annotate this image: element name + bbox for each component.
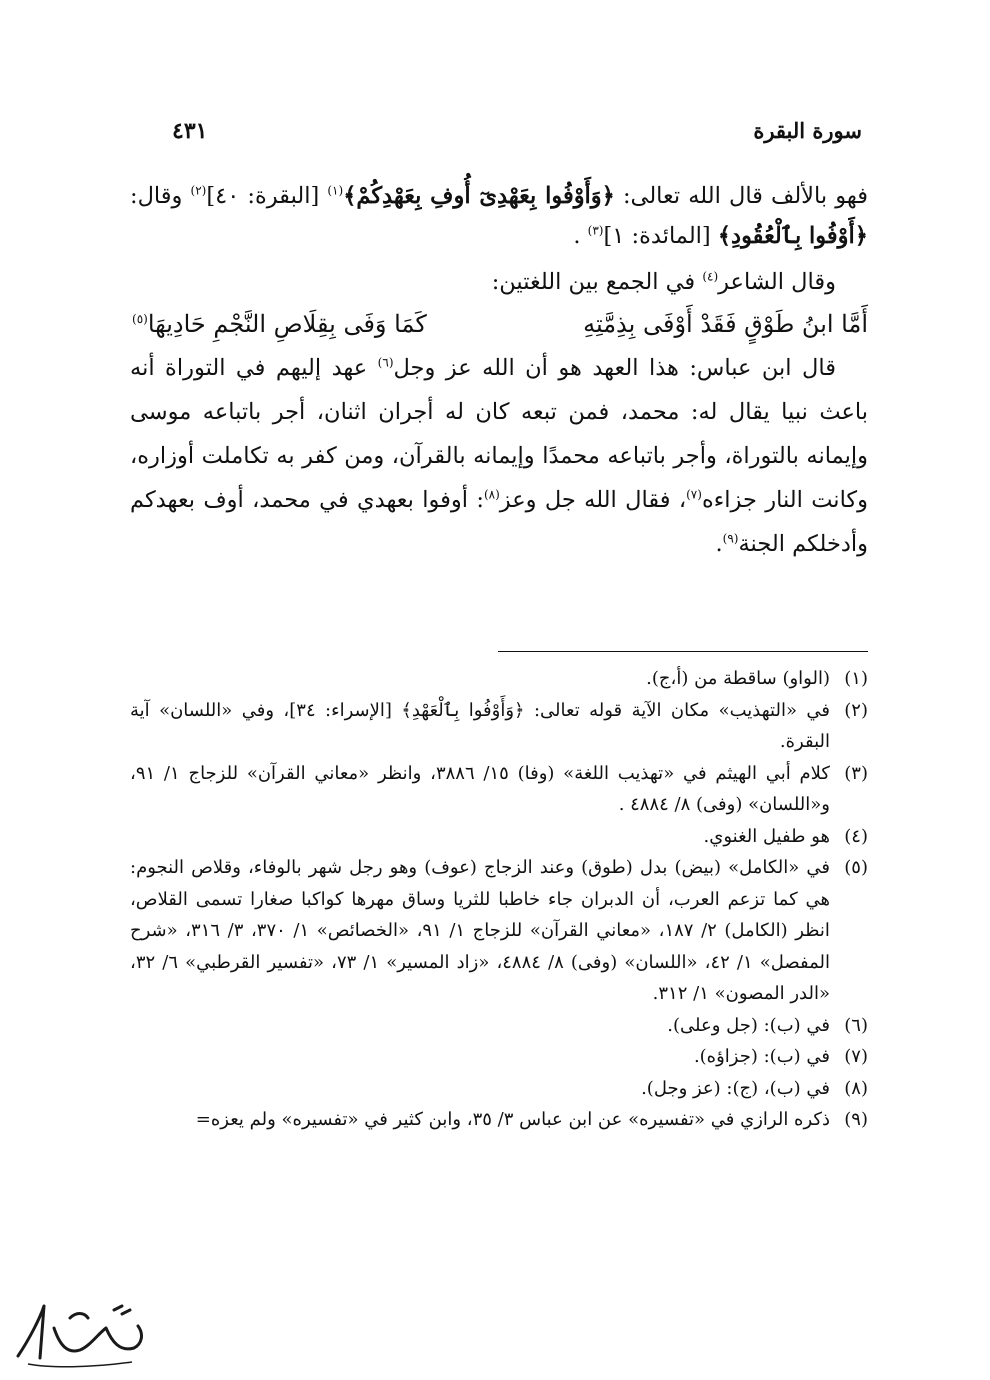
text-run: [البقرة: ٤٠] <box>206 183 328 209</box>
footnote-number: (٦) <box>844 1014 868 1036</box>
footnote-text: هو طفيل الغنوي. <box>703 825 830 847</box>
footnote-number: (١) <box>844 668 868 689</box>
footnote-number: (٣) <box>844 762 868 784</box>
footnote-number: (٤) <box>844 825 868 847</box>
quran-verse: ﴿أَوْفُوا بِٱلْعُقُودِ﴾ <box>717 223 868 249</box>
calligraphy-stamp-logo <box>10 1298 150 1374</box>
text-run: [المائدة: ١] <box>603 223 718 249</box>
text-run: ، فقال الله جل وعز <box>499 487 687 513</box>
footnote-4 <box>130 821 868 853</box>
text-run: . <box>715 531 723 557</box>
footnote-number: (٥) <box>844 857 868 878</box>
footnote-5 <box>130 852 868 1010</box>
paragraph-1 <box>130 176 868 256</box>
quran-verse: ﴿وَأَوْفُوا بِعَهْدِىٓ أُوفِ بِعَهْدِكُمْ﴾ <box>343 183 615 209</box>
footnote-text: كلام أبي الهيثم في «تهذيب اللغة» (وفا) ١٥/ ٣٨٨٦، وانظر «معاني القرآن» للزجاج ١/ ٩١، و«اللسان» (وفى) ٨/ ٤٨٨٤ . <box>130 762 830 815</box>
footnote-number: (٨) <box>844 1077 868 1099</box>
footnote-ref: (٢) <box>190 183 207 198</box>
verse-second-hemistich: كَمَا وَفَى بِقِلَاصِ النَّجْمِ حَادِيهَا <box>147 310 427 338</box>
footnote-text: في (ب): (جل وعلى). <box>667 1014 830 1036</box>
footnote-8 <box>130 1073 868 1105</box>
footnote-ref: (٧) <box>686 487 702 502</box>
paragraph-2 <box>130 262 868 302</box>
text-run: قال ابن عباس: هذا العهد هو أن الله عز وجل <box>393 355 836 381</box>
footnote-2 <box>130 695 868 758</box>
footnote-7 <box>130 1041 868 1073</box>
footnote-ref: (٤) <box>702 269 719 284</box>
footnote-text: في (ب): (جزاؤه). <box>693 1046 830 1067</box>
footnote-number: (٢) <box>844 699 868 721</box>
footnote-ref: (٣) <box>587 223 604 238</box>
paragraph-3 <box>130 346 868 566</box>
verse-second-hemistich-wrap <box>132 302 427 346</box>
page-header <box>172 112 870 152</box>
main-text <box>130 176 868 566</box>
footnote-ref: (٨) <box>483 487 500 502</box>
footnote-ref: (١) <box>327 183 344 198</box>
page-number: ٤٣١ <box>172 118 208 144</box>
text-run: : أوفوا بعهدي في محمد، أوف بعهدكم وأدخلكم الجنة <box>130 487 868 557</box>
footnote-3 <box>130 758 868 821</box>
footnote-text: في «التهذيب» مكان الآية قوله تعالى: ﴿وَأَوْفُوا بِٱلْعَهْدِ﴾ [الإسراء: ٣٤]، وفي «اللسان» آية البقرة. <box>130 699 830 752</box>
footnote-ref: (٥) <box>132 312 148 326</box>
text-run: . <box>573 223 588 249</box>
footnote-6 <box>130 1010 868 1042</box>
text-run: وقال: <box>130 183 191 209</box>
footnote-separator <box>498 651 868 652</box>
text-run: في الجمع بين اللغتين: <box>491 269 703 295</box>
footnote-9 <box>130 1104 868 1136</box>
footnote-ref: (٩) <box>722 531 739 546</box>
text-run: وقال الشاعر <box>718 269 836 295</box>
text-run: فهو بالألف قال الله تعالى: <box>614 183 868 209</box>
text-run: عهد إليهم في التوراة أنه باعث نبيا يقال له: محمد، فمن تبعه كان له أجران اثنان، أجر باتباعه موسى وإيمانه بالتوراة، وأجر باتباعه محمدًا وإيمانه بالقرآن، ومن كفر به تكاملت أوزاره، وكانت النار جزاءه <box>130 355 868 513</box>
footnotes <box>130 663 868 1136</box>
footnote-number: (٩) <box>844 1109 868 1130</box>
footnote-number: (٧) <box>844 1046 868 1067</box>
footnote-text: في «الكامل» (بيض) بدل (طوق) وعند الزجاج (عوف) وهو رجل شهر بالوفاء، وقلاص النجوم: هي كما تزعم العرب، أن الدبران جاء خاطبا للثريا وساق مهرها كواكبا صغارا تسمى القلاص، انظر (الكامل) ٢/ ١٨٧، «معاني القرآن» للزجاج ١/ ٩١، «الخصائص» ١/ ٣٧٠، ٣/ ٣١٦، «شرح المفصل» ١/ ٤٢، «اللسان» (وفى) ٨/ ٤٨٨٤، «زاد المسير» ١/ ٧٣، «تفسير القرطبي» ٦/ ٣٢، «الدر المصون» ١/ ٣١٢. <box>130 857 830 1004</box>
footnote-text: ذكره الرازي في «تفسيره» عن ابن عباس ٣/ ٣٥، وابن كثير في «تفسيره» ولم يعزه= <box>195 1109 830 1130</box>
footnote-text: في (ب)، (ج): (عز وجل). <box>641 1077 830 1099</box>
footnote-text: (الواو) ساقطة من (أ،ج). <box>646 668 830 689</box>
poetry-verse <box>130 302 868 346</box>
surah-title: سورة البقرة <box>753 118 862 143</box>
verse-first-hemistich: أَمَّا ابنُ طَوْقٍ فَقَدْ أَوْفَى بِذِمَّتِهِ <box>583 310 868 338</box>
footnote-1 <box>130 663 868 695</box>
footnote-ref: (٦) <box>377 355 394 370</box>
